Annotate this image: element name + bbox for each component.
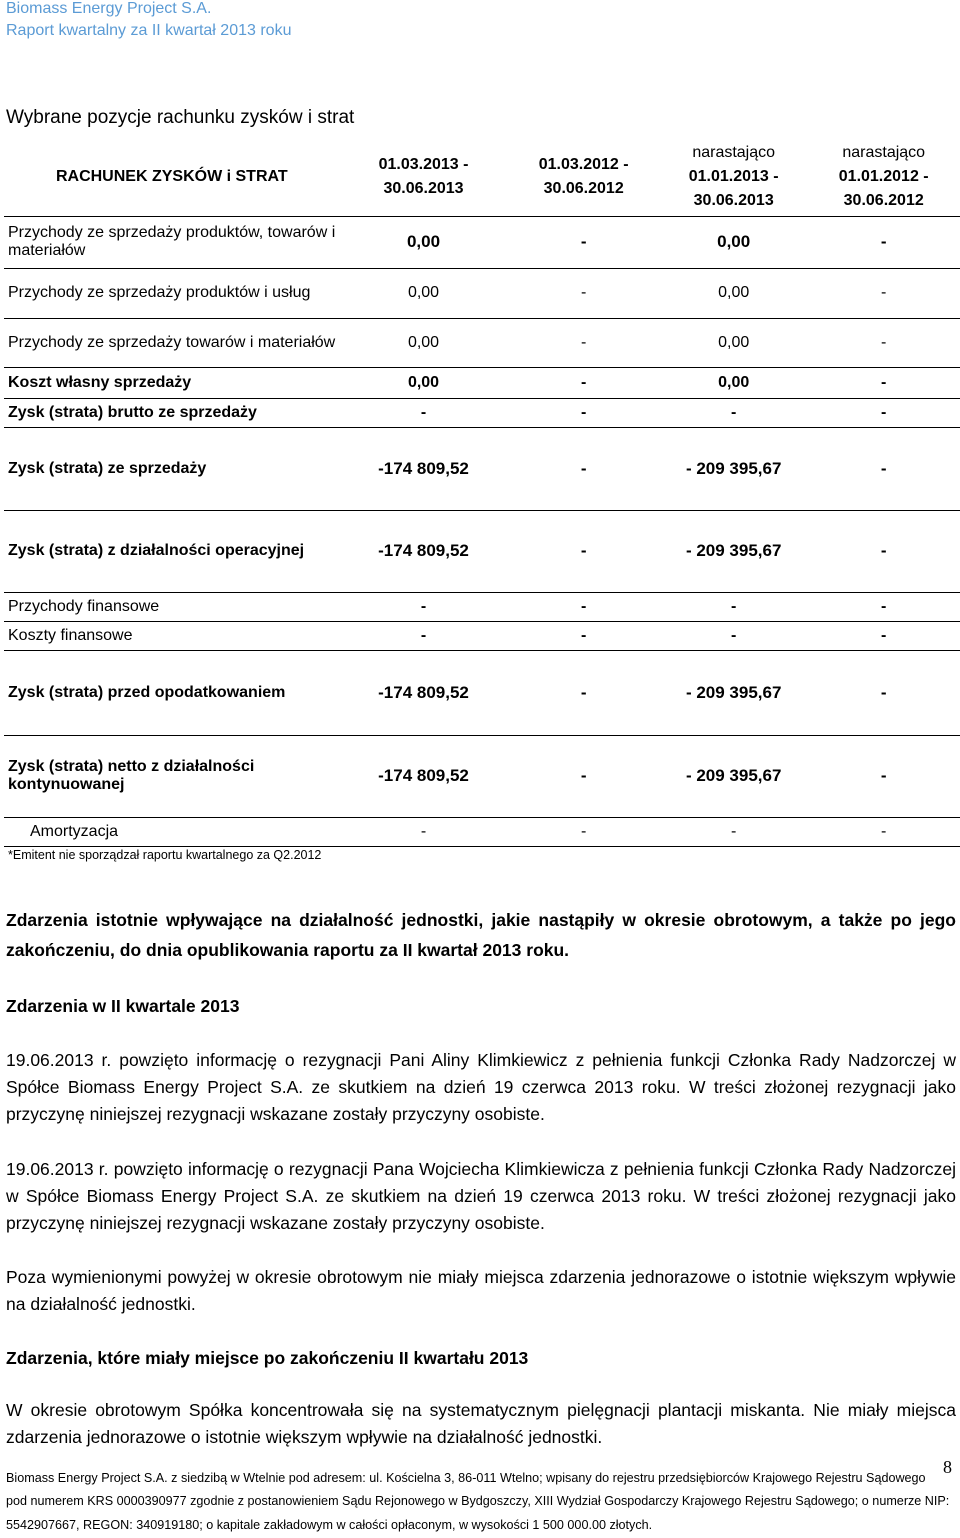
header-col-3: [660, 138, 807, 216]
row-value: -: [507, 427, 660, 510]
header-col-4-line3: 30.06.2012: [843, 191, 924, 209]
table-row: [4, 621, 960, 650]
header-col-4-line2: 01.01.2012 -: [838, 167, 929, 185]
row-value: -: [507, 216, 660, 268]
table-row: [4, 268, 960, 318]
row-label: Zysk (strata) netto z działalności kontynuowanej: [4, 735, 340, 817]
row-value: -: [507, 817, 660, 846]
row-value: -: [660, 621, 807, 650]
row-value: -: [807, 817, 960, 846]
header-col-1-line1: 01.03.2013 -: [378, 155, 469, 173]
row-value: -: [807, 510, 960, 592]
header-col-2-line2: 30.06.2012: [543, 179, 624, 197]
section-title: Wybrane pozycje rachunku zysków i strat: [6, 107, 355, 128]
row-value: - 209 395,67: [660, 650, 807, 735]
header-col-3-line1: narastająco: [692, 143, 776, 161]
row-value: -: [660, 592, 807, 621]
row-value: 0,00: [660, 318, 807, 367]
header-col-1-line2: 30.06.2013: [383, 179, 464, 197]
row-label: Przychody ze sprzedaży produktów, towarów i materiałów: [4, 216, 340, 268]
table-row: [4, 592, 960, 621]
row-value: 0,00: [340, 318, 508, 367]
row-value: -: [660, 398, 807, 427]
event-paragraph: Poza wymienionymi powyżej w okresie obrotowym nie miały miejsca zdarzenia jednorazowe o istotnie większym wpływie na działalność jednostki.: [6, 1267, 956, 1314]
row-value: -: [507, 268, 660, 318]
row-label: Amortyzacja: [4, 817, 340, 846]
event-paragraph: 19.06.2013 r. powzięto informację o rezygnacji Pani Aliny Klimkiewicz z pełnienia funkcji Członka Rady Nadzorczej w Spółce Biomass Energy Project S.A. ze skutkiem na dzień 19 czerwca 2013 roku. W treści złożonej rezygnacji jako przyczynę niniejszej rezygnacji wskazane zostały przyczyny osobiste.: [6, 1050, 956, 1124]
header-label: RACHUNEK ZYSKÓW i STRAT: [55, 167, 288, 185]
row-value: -174 809,52: [340, 650, 508, 735]
page-number: 8: [943, 1457, 952, 1477]
row-value: -: [807, 398, 960, 427]
table-note-row: [4, 846, 960, 864]
row-value: -174 809,52: [340, 735, 508, 817]
document-header-report: Raport kwartalny za II kwartał 2013 roku: [6, 22, 292, 39]
row-label: Przychody finansowe: [4, 592, 340, 621]
row-value: -: [340, 398, 508, 427]
row-value: -: [507, 592, 660, 621]
after-quarter-paragraph: W okresie obrotowym Spółka koncentrowała się na systematycznym pielęgnacji plantacji miskanta. Nie miały miejsca zdarzenia jednorazowe o istotnie większym wpływie na działalność jednostki.: [6, 1400, 956, 1447]
table-footnote: *Emitent nie sporządzał raportu kwartalnego za Q2.2012: [8, 848, 322, 863]
header-col-1: [340, 138, 508, 216]
header-col-4-line1: narastająco: [842, 143, 926, 161]
row-value: -: [340, 592, 508, 621]
table-row: [4, 216, 960, 268]
row-value: -: [807, 650, 960, 735]
row-value: -: [507, 367, 660, 398]
events-heading: Zdarzenia istotnie wpływające na działalność jednostki, jakie nastąpiły w okresie obrotowym, a także po jego zakończeniu, do dnia opublikowania raportu za II kwartał 2013 roku.: [6, 910, 956, 960]
row-value: -: [807, 268, 960, 318]
row-value: -: [507, 650, 660, 735]
row-value: - 209 395,67: [660, 427, 807, 510]
q2-events-heading: Zdarzenia w II kwartale 2013: [6, 996, 240, 1016]
row-value: -: [807, 216, 960, 268]
row-value: -: [807, 367, 960, 398]
row-value: -: [507, 735, 660, 817]
table-row: [4, 735, 960, 817]
event-paragraph: 19.06.2013 r. powzięto informację o rezygnacji Pana Wojciecha Klimkiewicza z pełnienia funkcji Członka Rady Nadzorczej w Spółce Biomass Energy Project S.A. ze skutkiem na dzień 19 czerwca 2013 roku. W treści złożonej rezygnacji jako przyczynę niniejszej rezygnacji wskazane zostały przyczyny osobiste.: [6, 1159, 956, 1233]
row-label: Przychody ze sprzedaży towarów i materiałów: [4, 318, 340, 367]
row-value: -: [340, 817, 508, 846]
row-value: -: [507, 621, 660, 650]
row-value: -174 809,52: [340, 510, 508, 592]
row-value: -: [807, 621, 960, 650]
header-col-4: [807, 138, 960, 216]
row-value: -: [807, 735, 960, 817]
income-statement-table: [4, 138, 960, 864]
row-value: -: [507, 510, 660, 592]
table-row: [4, 367, 960, 398]
header-col-2-line1: 01.03.2012 -: [538, 155, 629, 173]
after-quarter-heading: Zdarzenia, które miały miejsce po zakończeniu II kwartału 2013: [6, 1348, 529, 1368]
row-value: -: [660, 817, 807, 846]
row-label: Zysk (strata) ze sprzedaży: [4, 427, 340, 510]
header-col-2: [507, 138, 660, 216]
row-value: 0,00: [340, 367, 508, 398]
row-value: 0,00: [340, 216, 508, 268]
row-value: -: [807, 427, 960, 510]
row-label: Koszty finansowe: [4, 621, 340, 650]
row-value: -174 809,52: [340, 427, 508, 510]
row-value: - 209 395,67: [660, 510, 807, 592]
table-row: [4, 650, 960, 735]
footer-line: 5542907667, REGON: 340919180; o kapitale zakładowym w całości opłaconym, w wysokości 1 500 000.00 złotych.: [6, 1518, 653, 1532]
row-value: - 209 395,67: [660, 735, 807, 817]
header-col-3-line2: 01.01.2013 -: [688, 167, 779, 185]
row-label: Koszt własny sprzedaży: [4, 367, 340, 398]
row-value: 0,00: [660, 367, 807, 398]
row-value: -: [340, 621, 508, 650]
document-header-company: Biomass Energy Project S.A.: [6, 0, 212, 17]
header-col-3-line3: 30.06.2013: [693, 191, 774, 209]
table-row: [4, 427, 960, 510]
row-label: Zysk (strata) przed opodatkowaniem: [4, 650, 340, 735]
footer-line: Biomass Energy Project S.A. z siedzibą w Wtelnie pod adresem: ul. Kościelna 3, 86-011 Wtelno; wpisany do rejestru przedsiębiorców Krajowego Rejestru Sądowego: [6, 1471, 926, 1485]
row-value: 0,00: [660, 268, 807, 318]
row-label: Zysk (strata) z działalności operacyjnej: [4, 510, 340, 592]
row-value: -: [507, 398, 660, 427]
row-value: 0,00: [660, 216, 807, 268]
table-row: [4, 510, 960, 592]
row-value: 0,00: [340, 268, 508, 318]
row-value: -: [507, 318, 660, 367]
table-row: [4, 817, 960, 846]
row-value: -: [807, 318, 960, 367]
row-value: -: [807, 592, 960, 621]
table-row: [4, 318, 960, 367]
table-row: [4, 398, 960, 427]
footer-line: pod numerem KRS 0000390977 zgodnie z postanowieniem Sądu Rejonowego w Bydgoszczy, XIII Wydział Gospodarczy Krajowego Rejestru Sądowego; o numerze NIP:: [6, 1494, 950, 1508]
row-label: Przychody ze sprzedaży produktów i usług: [4, 268, 340, 318]
row-label: Zysk (strata) brutto ze sprzedaży: [4, 398, 340, 427]
table-header-row: [4, 138, 960, 216]
